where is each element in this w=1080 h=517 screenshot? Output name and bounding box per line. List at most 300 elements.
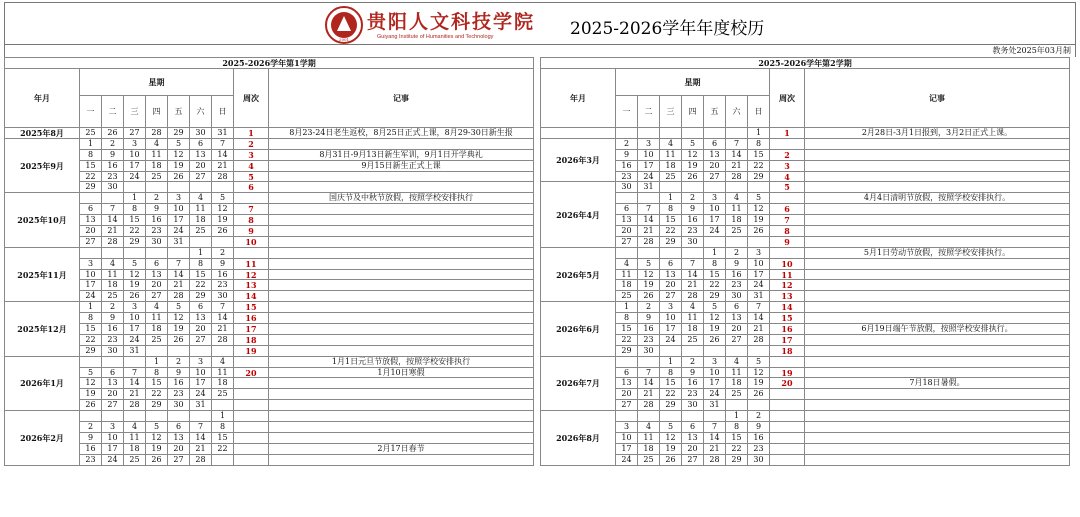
day-cell: 19 (80, 389, 102, 400)
weekday-label: 日 (748, 96, 770, 128)
weekday-label: 三 (124, 96, 146, 128)
title-bar (4, 2, 1076, 44)
day-cell: 11 (212, 367, 234, 378)
day-cell: 7 (726, 138, 748, 149)
event-note (805, 334, 1070, 345)
day-cell: 30 (102, 182, 124, 193)
day-cell: 28 (682, 291, 704, 302)
week-number (234, 193, 269, 204)
event-note (269, 454, 534, 465)
event-note (269, 291, 534, 302)
day-cell: 16 (682, 215, 704, 226)
week-number: 2 (234, 138, 269, 149)
day-cell (146, 182, 168, 193)
day-cell: 17 (168, 215, 190, 226)
day-cell: 25 (146, 334, 168, 345)
day-cell: 7 (190, 422, 212, 433)
week-row (541, 215, 1070, 226)
day-cell: 18 (212, 378, 234, 389)
weekday-label: 一 (616, 96, 638, 128)
day-cell: 10 (748, 258, 770, 269)
day-cell: 11 (124, 432, 146, 443)
day-cell: 17 (124, 324, 146, 335)
day-cell: 25 (726, 226, 748, 237)
day-cell: 27 (682, 454, 704, 465)
week-number (234, 356, 269, 367)
day-cell: 13 (704, 149, 726, 160)
day-cell (616, 356, 638, 367)
day-cell: 23 (726, 280, 748, 291)
day-cell (168, 411, 190, 422)
day-cell: 5 (80, 367, 102, 378)
event-note (269, 411, 534, 422)
day-cell: 6 (616, 367, 638, 378)
day-cell: 4 (726, 356, 748, 367)
day-cell: 19 (748, 378, 770, 389)
day-cell: 2 (212, 247, 234, 258)
day-cell: 23 (168, 389, 190, 400)
logo-year: 2001 (338, 37, 350, 42)
week-number (234, 411, 269, 422)
day-cell: 14 (212, 149, 234, 160)
day-cell: 21 (638, 389, 660, 400)
day-cell: 3 (704, 356, 726, 367)
week-row (541, 356, 1070, 367)
week-row (541, 443, 1070, 454)
week-row (541, 367, 1070, 378)
day-cell: 25 (212, 389, 234, 400)
weekday-label: 四 (146, 96, 168, 128)
week-number: 15 (234, 302, 269, 313)
day-cell (168, 182, 190, 193)
day-cell: 16 (212, 269, 234, 280)
day-cell (124, 182, 146, 193)
day-cell: 26 (102, 128, 124, 139)
day-cell: 9 (168, 367, 190, 378)
day-cell: 10 (80, 269, 102, 280)
day-cell (124, 356, 146, 367)
event-note: 4月4日清明节放假，按照学校安排执行。 (805, 193, 1070, 204)
weekday-header: 星期 (80, 69, 234, 96)
day-cell: 2 (638, 302, 660, 313)
day-cell: 13 (102, 378, 124, 389)
week-number: 6 (770, 204, 805, 215)
week-row (541, 411, 1070, 422)
day-cell: 23 (682, 226, 704, 237)
day-cell: 26 (682, 171, 704, 182)
month-label: 2026年4月 (541, 182, 616, 247)
event-note (805, 226, 1070, 237)
day-cell: 8 (616, 313, 638, 324)
day-cell (638, 128, 660, 139)
event-note (269, 302, 534, 313)
semester-1-table (4, 57, 534, 466)
day-cell: 8 (124, 204, 146, 215)
day-cell: 15 (726, 432, 748, 443)
week-row (5, 411, 534, 422)
weekday-label: 三 (660, 96, 682, 128)
day-cell: 6 (682, 422, 704, 433)
day-cell: 16 (616, 160, 638, 171)
day-cell: 2 (102, 138, 124, 149)
day-cell: 31 (704, 400, 726, 411)
event-note (805, 389, 1070, 400)
day-cell: 3 (102, 422, 124, 433)
event-note (269, 171, 534, 182)
day-cell (726, 400, 748, 411)
day-cell (660, 128, 682, 139)
day-cell: 5 (660, 422, 682, 433)
event-note (269, 236, 534, 247)
week-number: 11 (234, 258, 269, 269)
day-cell: 22 (616, 334, 638, 345)
week-row (541, 345, 1070, 356)
day-cell: 9 (748, 422, 770, 433)
event-note (805, 204, 1070, 215)
day-cell: 27 (80, 236, 102, 247)
day-cell: 29 (660, 236, 682, 247)
week-number: 3 (770, 160, 805, 171)
day-cell: 9 (146, 204, 168, 215)
week-row (541, 378, 1070, 389)
week-number (770, 411, 805, 422)
day-cell: 13 (190, 149, 212, 160)
day-cell: 29 (80, 182, 102, 193)
semester-title: 2025-2026学年第1学期 (5, 58, 534, 69)
day-cell: 24 (102, 454, 124, 465)
day-cell: 31 (748, 291, 770, 302)
day-cell: 24 (190, 389, 212, 400)
week-row (5, 313, 534, 324)
week-number: 13 (234, 280, 269, 291)
day-cell: 3 (168, 193, 190, 204)
month-label: 2026年2月 (5, 411, 80, 465)
event-note (805, 367, 1070, 378)
day-cell (212, 345, 234, 356)
day-cell: 17 (124, 160, 146, 171)
weekday-label: 一 (80, 96, 102, 128)
day-cell: 9 (212, 258, 234, 269)
week-row (5, 215, 534, 226)
day-cell: 31 (168, 236, 190, 247)
page-title: 2025-2026学年年度校历 (570, 19, 765, 39)
day-cell: 21 (124, 389, 146, 400)
day-cell: 26 (660, 454, 682, 465)
week-number (770, 356, 805, 367)
week-number (234, 400, 269, 411)
day-cell (638, 247, 660, 258)
day-cell: 18 (726, 215, 748, 226)
day-cell: 29 (726, 454, 748, 465)
day-cell: 7 (168, 258, 190, 269)
day-cell (190, 345, 212, 356)
day-cell (748, 345, 770, 356)
day-cell: 12 (638, 269, 660, 280)
day-cell (190, 236, 212, 247)
day-cell: 10 (704, 204, 726, 215)
day-cell: 23 (80, 454, 102, 465)
week-number (770, 432, 805, 443)
day-cell: 8 (80, 149, 102, 160)
event-note (269, 400, 534, 411)
day-cell: 6 (102, 367, 124, 378)
week-number: 18 (770, 345, 805, 356)
day-cell (682, 411, 704, 422)
week-number: 15 (770, 313, 805, 324)
day-cell: 4 (616, 258, 638, 269)
day-cell: 2 (80, 422, 102, 433)
event-note: 9月15日新生正式上课 (269, 160, 534, 171)
day-cell: 25 (638, 454, 660, 465)
weekday-label: 五 (704, 96, 726, 128)
event-note: 1月10日寒假 (269, 367, 534, 378)
day-cell: 1 (190, 247, 212, 258)
week-number: 19 (770, 367, 805, 378)
week-row (541, 149, 1070, 160)
day-cell: 20 (682, 443, 704, 454)
day-cell (704, 128, 726, 139)
event-note (269, 280, 534, 291)
week-number: 9 (234, 226, 269, 237)
week-row (541, 454, 1070, 465)
day-cell: 25 (80, 128, 102, 139)
day-cell: 13 (616, 378, 638, 389)
week-number: 16 (234, 313, 269, 324)
day-cell: 27 (146, 291, 168, 302)
day-cell: 24 (660, 334, 682, 345)
day-cell (704, 182, 726, 193)
day-cell: 4 (212, 356, 234, 367)
day-cell: 7 (638, 367, 660, 378)
month-label: 2026年8月 (541, 411, 616, 465)
day-cell: 19 (212, 215, 234, 226)
day-cell: 27 (124, 128, 146, 139)
day-cell: 8 (748, 138, 770, 149)
day-cell: 9 (102, 149, 124, 160)
day-cell: 10 (124, 313, 146, 324)
day-cell: 27 (726, 334, 748, 345)
event-note (269, 138, 534, 149)
day-cell: 14 (168, 269, 190, 280)
day-cell: 2 (168, 356, 190, 367)
day-cell (80, 356, 102, 367)
day-cell: 2 (682, 193, 704, 204)
week-number (770, 454, 805, 465)
event-note (269, 215, 534, 226)
day-cell: 21 (748, 324, 770, 335)
day-cell (748, 182, 770, 193)
day-cell: 8 (212, 422, 234, 433)
week-row (541, 313, 1070, 324)
day-cell: 4 (124, 422, 146, 433)
day-cell (638, 356, 660, 367)
day-cell (748, 400, 770, 411)
day-cell: 26 (168, 334, 190, 345)
event-note (805, 302, 1070, 313)
day-cell: 24 (704, 389, 726, 400)
day-cell: 25 (682, 334, 704, 345)
day-cell: 8 (80, 313, 102, 324)
day-cell: 27 (190, 334, 212, 345)
day-cell (704, 411, 726, 422)
day-cell: 1 (80, 302, 102, 313)
day-cell (212, 400, 234, 411)
day-cell: 6 (190, 138, 212, 149)
event-note (805, 182, 1070, 193)
event-note (805, 422, 1070, 433)
day-cell: 1 (660, 356, 682, 367)
day-cell: 28 (124, 400, 146, 411)
day-cell: 15 (704, 269, 726, 280)
day-cell: 12 (168, 149, 190, 160)
day-cell: 30 (146, 236, 168, 247)
week-number (234, 247, 269, 258)
week-row (5, 236, 534, 247)
week-number: 1 (234, 128, 269, 139)
day-cell: 18 (682, 324, 704, 335)
week-row (5, 378, 534, 389)
day-cell (102, 247, 124, 258)
day-cell: 20 (102, 389, 124, 400)
day-cell (638, 193, 660, 204)
event-note: 6月19日端午节放假，按照学校安排执行。 (805, 324, 1070, 335)
day-cell (660, 247, 682, 258)
day-cell: 26 (124, 291, 146, 302)
day-cell: 30 (682, 400, 704, 411)
day-cell (704, 236, 726, 247)
day-cell: 15 (80, 160, 102, 171)
week-row (541, 400, 1070, 411)
day-cell: 27 (102, 400, 124, 411)
maker-note: 教务处2025年03月制 (4, 44, 1076, 57)
day-cell: 14 (638, 215, 660, 226)
day-cell: 1 (726, 411, 748, 422)
month-label: 2026年6月 (541, 302, 616, 356)
event-note (269, 226, 534, 237)
day-cell: 28 (212, 334, 234, 345)
day-cell (102, 193, 124, 204)
day-cell: 16 (102, 160, 124, 171)
day-cell: 21 (682, 280, 704, 291)
school-logo-icon (323, 5, 365, 45)
day-cell: 13 (168, 432, 190, 443)
day-cell: 3 (704, 193, 726, 204)
day-cell: 9 (616, 149, 638, 160)
week-number (234, 378, 269, 389)
day-cell (190, 411, 212, 422)
day-cell (682, 345, 704, 356)
header-row (541, 69, 1070, 96)
week-number: 4 (770, 171, 805, 182)
day-cell: 29 (748, 171, 770, 182)
semester-2-table (540, 57, 1070, 466)
day-cell: 20 (190, 324, 212, 335)
week-number (770, 443, 805, 454)
day-cell: 15 (212, 432, 234, 443)
day-cell: 1 (80, 138, 102, 149)
week-row (5, 247, 534, 258)
event-note (805, 313, 1070, 324)
day-cell: 30 (212, 291, 234, 302)
event-note (805, 269, 1070, 280)
day-cell: 12 (146, 432, 168, 443)
day-cell: 25 (660, 171, 682, 182)
day-cell: 14 (212, 313, 234, 324)
day-cell: 1 (146, 356, 168, 367)
week-row (541, 247, 1070, 258)
day-cell: 11 (726, 204, 748, 215)
event-note: 7月18日暑假。 (805, 378, 1070, 389)
week-row (5, 356, 534, 367)
day-cell: 20 (660, 280, 682, 291)
week-row (541, 269, 1070, 280)
day-cell (616, 247, 638, 258)
day-cell: 14 (102, 215, 124, 226)
week-number: 12 (234, 269, 269, 280)
month-label: 2025年12月 (5, 302, 80, 356)
week-row (541, 236, 1070, 247)
day-cell (616, 411, 638, 422)
day-cell: 17 (190, 378, 212, 389)
week-row (541, 291, 1070, 302)
event-note (269, 422, 534, 433)
day-cell (682, 247, 704, 258)
day-cell (682, 182, 704, 193)
day-cell: 29 (660, 400, 682, 411)
day-cell: 14 (124, 378, 146, 389)
day-cell: 20 (726, 324, 748, 335)
weekday-header: 星期 (616, 69, 770, 96)
week-number (770, 389, 805, 400)
day-cell: 22 (660, 389, 682, 400)
day-cell: 21 (212, 160, 234, 171)
day-cell: 9 (638, 313, 660, 324)
week-row (5, 454, 534, 465)
day-cell: 1 (616, 302, 638, 313)
week-row (5, 171, 534, 182)
day-cell: 30 (726, 291, 748, 302)
week-row (541, 128, 1070, 139)
event-note: 2月28日-3月1日报到，3月2日正式上课。 (805, 128, 1070, 139)
day-cell: 20 (80, 226, 102, 237)
day-cell: 28 (146, 128, 168, 139)
day-cell: 8 (704, 258, 726, 269)
week-number (234, 422, 269, 433)
event-note (805, 149, 1070, 160)
day-cell: 22 (704, 280, 726, 291)
week-row (541, 432, 1070, 443)
month-label: 2025年10月 (5, 193, 80, 247)
day-cell: 15 (146, 378, 168, 389)
weekday-label: 五 (168, 96, 190, 128)
event-note (269, 258, 534, 269)
week-number: 11 (770, 269, 805, 280)
day-cell: 23 (638, 334, 660, 345)
day-cell: 21 (638, 226, 660, 237)
day-cell: 25 (146, 171, 168, 182)
day-cell: 5 (146, 422, 168, 433)
day-cell: 26 (748, 389, 770, 400)
day-cell: 1 (704, 247, 726, 258)
week-number: 4 (234, 160, 269, 171)
day-cell: 24 (638, 171, 660, 182)
day-cell: 19 (638, 280, 660, 291)
day-cell: 25 (726, 389, 748, 400)
day-cell (212, 454, 234, 465)
week-number: 17 (234, 324, 269, 335)
day-cell: 8 (660, 367, 682, 378)
day-cell: 10 (638, 149, 660, 160)
